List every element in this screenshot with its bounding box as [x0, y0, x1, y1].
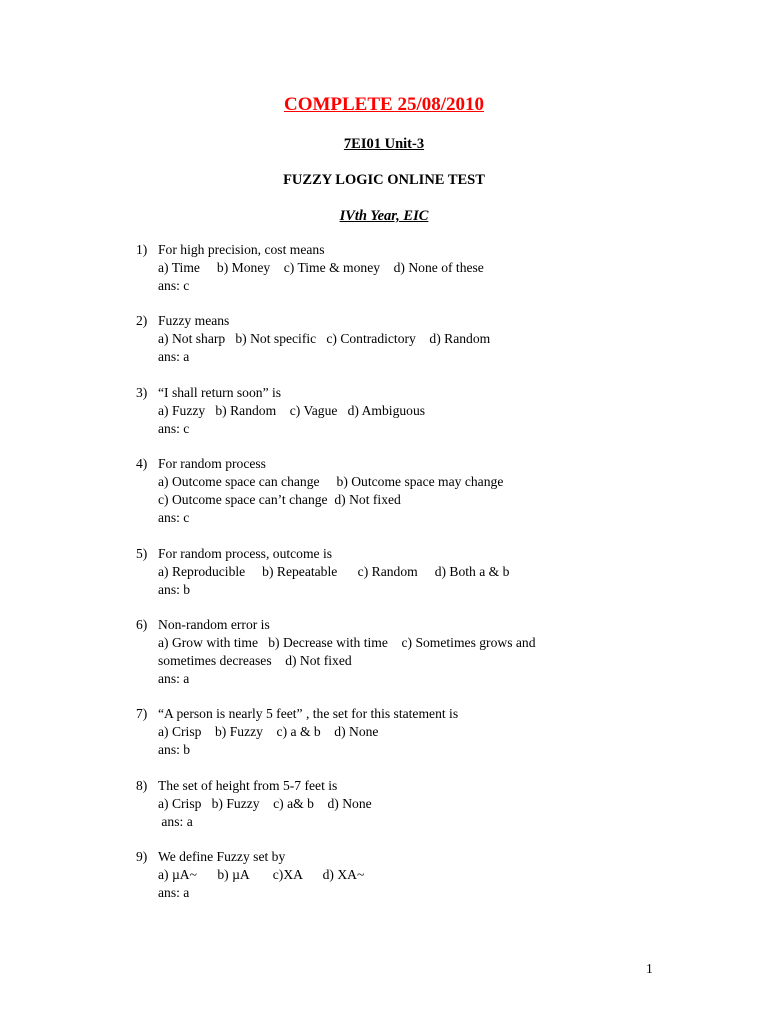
question-number: 9): [136, 849, 148, 865]
question-answer: ans: a: [158, 670, 190, 686]
question-options: a) Grow with time b) Decrease with time c) Sometimes grows and: [158, 634, 536, 650]
question-item: [136, 455, 636, 527]
question-number: 6): [136, 616, 148, 632]
question-list: [136, 241, 636, 920]
question-options: a) Fuzzy b) Random c) Vague d) Ambiguous: [158, 402, 426, 418]
question-answer: ans: a: [158, 885, 190, 901]
question-text: “I shall return soon” is: [158, 384, 282, 400]
question-item: [136, 705, 636, 759]
question-text: Fuzzy means: [158, 313, 230, 329]
question-item: [136, 545, 636, 599]
question-text: “A person is nearly 5 feet” , the set for this statement is: [158, 706, 459, 722]
question-options: a) Crisp b) Fuzzy c) a& b d) None: [158, 795, 372, 811]
question-item: [136, 777, 636, 831]
question-answer: ans: c: [158, 420, 190, 436]
question-text: Non-random error is: [158, 616, 270, 632]
year-heading: IVth Year, EIC: [339, 208, 429, 224]
question-number: 5): [136, 545, 148, 561]
page-number: 1: [646, 961, 653, 976]
question-options: a) Time b) Money c) Time & money d) None of these: [158, 260, 484, 275]
question-answer: ans: a: [158, 813, 193, 829]
question-text: The set of height from 5-7 feet is: [158, 777, 338, 793]
question-options: a) µA~ b) µA c)XA d) XA~: [158, 867, 365, 883]
question-answer: ans: c: [158, 278, 190, 293]
unit-heading: 7EI01 Unit-3: [343, 136, 425, 152]
question-text: For high precision, cost means: [158, 242, 325, 257]
question-number: 2): [136, 313, 148, 329]
question-number: 8): [136, 777, 148, 793]
question-options-continued: c) Outcome space can’t change d) Not fixed: [158, 492, 401, 508]
question-number: 1): [136, 242, 148, 257]
question-item: [136, 312, 636, 366]
document-title: COMPLETE 25/08/2010: [283, 94, 485, 115]
question-number: 3): [136, 384, 148, 400]
question-answer: ans: c: [158, 510, 190, 526]
question-options: a) Crisp b) Fuzzy c) a & b d) None: [158, 724, 379, 740]
question-options: a) Not sharp b) Not specific c) Contradictory d) Random: [158, 331, 491, 347]
question-answer: ans: b: [158, 581, 191, 597]
question-answer: ans: b: [158, 742, 191, 758]
question-number: 7): [136, 706, 148, 722]
question-answer: ans: a: [158, 349, 190, 365]
question-number: 4): [136, 456, 148, 472]
question-text: For random process: [158, 456, 266, 472]
question-item: [136, 241, 636, 295]
question-options: a) Outcome space can change b) Outcome space may change: [158, 474, 504, 490]
question-options: a) Reproducible b) Repeatable c) Random d) Both a & b: [158, 563, 510, 579]
question-item: [136, 616, 636, 688]
question-text: For random process, outcome is: [158, 545, 333, 561]
test-name-heading: FUZZY LOGIC ONLINE TEST: [283, 172, 485, 188]
question-text: We define Fuzzy set by: [158, 849, 286, 865]
question-item: [136, 848, 636, 902]
question-options-continued: sometimes decreases d) Not fixed: [158, 652, 352, 668]
question-item: [136, 384, 636, 438]
